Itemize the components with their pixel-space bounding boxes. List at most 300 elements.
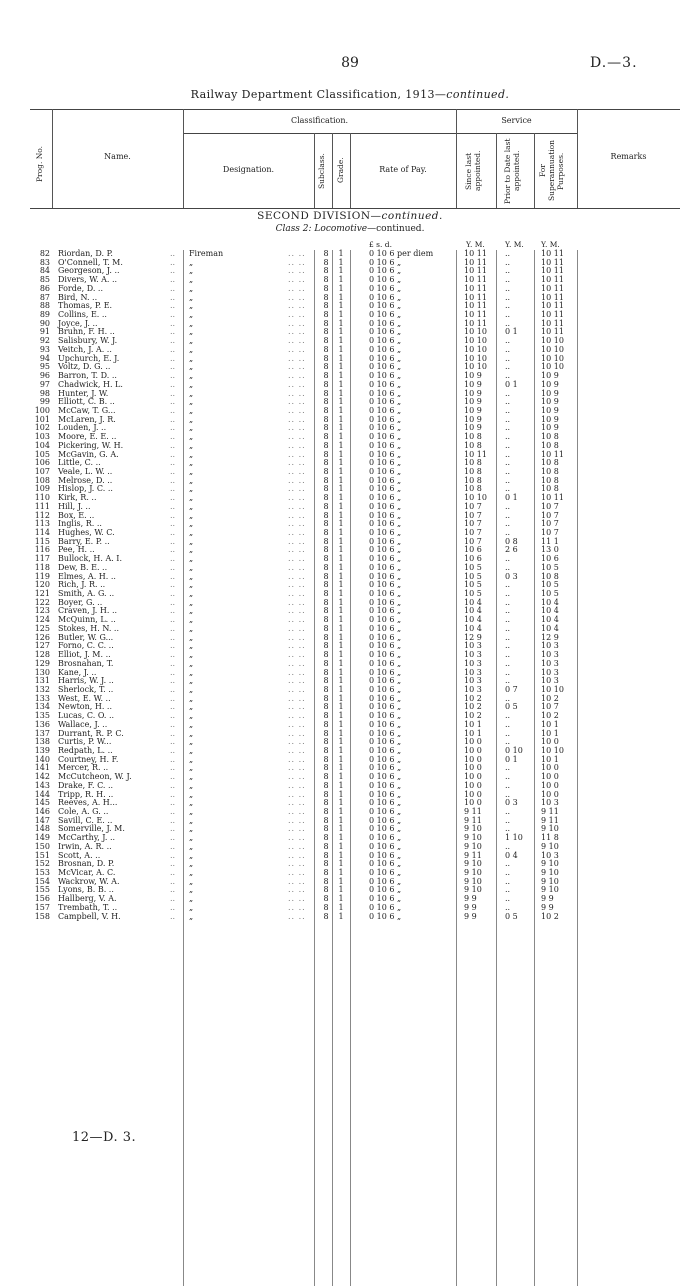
subclass: 8: [323, 824, 329, 834]
leader-dots: .. ..: [288, 772, 306, 782]
superannuation-service: 11 8: [541, 833, 559, 843]
since-last-appointed: 10 9: [464, 371, 482, 381]
employee-name: Wackrow, W. A.: [58, 876, 120, 886]
since-last-appointed: 10 11: [464, 249, 487, 258]
prior-service: ..: [505, 650, 511, 660]
subclass: 8: [323, 693, 329, 703]
designation: „: [189, 466, 194, 476]
since-last-appointed: 10 9: [464, 379, 482, 389]
superannuation-service: 10 3: [541, 798, 559, 808]
subclass: 8: [323, 266, 329, 276]
leader-dots: .. ..: [288, 693, 306, 703]
subclass: 8: [323, 615, 329, 625]
since-last-appointed: 10 1: [464, 719, 482, 729]
designation: „: [189, 501, 194, 511]
since-last-appointed: 10 7: [464, 536, 482, 546]
rate-of-pay: 0 10 6 „: [369, 894, 402, 904]
prog-no: 105: [34, 449, 50, 459]
designation: „: [189, 728, 194, 738]
prior-service: ..: [505, 249, 511, 258]
designation: „: [189, 623, 194, 633]
since-last-appointed: 10 5: [464, 589, 482, 599]
leader-dots: ..: [170, 484, 176, 494]
leader-dots: ..: [170, 336, 176, 346]
designation: „: [189, 336, 194, 346]
since-last-appointed: 10 8: [464, 432, 482, 442]
superannuation-service: 10 11: [541, 449, 564, 459]
designation: „: [189, 868, 194, 878]
rate-of-pay: 0 10 6 „: [369, 850, 402, 860]
designation: „: [189, 589, 194, 599]
leader-dots: .. ..: [288, 571, 306, 581]
since-last-appointed: 10 0: [464, 780, 482, 790]
since-last-appointed: 10 3: [464, 650, 482, 660]
superannuation-service: 10 11: [541, 327, 564, 337]
subclass: 8: [323, 484, 329, 494]
employee-name: Hunter, J. W.: [58, 388, 109, 398]
leader-dots: .. ..: [288, 606, 306, 616]
rate-of-pay: 0 10 6 „: [369, 397, 402, 407]
designation: „: [189, 902, 194, 912]
leader-dots: .. ..: [288, 405, 306, 415]
leader-dots: .. ..: [288, 292, 306, 302]
rate-of-pay: 0 10 6 „: [369, 475, 402, 485]
page-footer: 12—D. 3.: [72, 1130, 137, 1145]
since-last-appointed: 9 10: [464, 868, 482, 878]
page-title: [0, 88, 700, 101]
table-row: [0, 538, 700, 547]
rate-of-pay: 0 10 6 „: [369, 510, 402, 520]
prog-no: 132: [34, 684, 50, 694]
since-last-appointed: 10 0: [464, 737, 482, 747]
prior-service: ..: [505, 902, 511, 912]
designation: „: [189, 702, 194, 712]
leader-dots: .. ..: [288, 344, 306, 354]
prog-no: 103: [34, 432, 50, 442]
leader-dots: ..: [170, 449, 176, 459]
subclass: 8: [323, 466, 329, 476]
superannuation-service: 9 10: [541, 859, 559, 869]
leader-dots: ..: [170, 432, 176, 442]
grade: 1: [338, 772, 344, 782]
subclass: 8: [323, 545, 329, 555]
rate-of-pay: 0 10 6 „: [369, 353, 402, 363]
superannuation-service: 10 9: [541, 405, 559, 415]
employee-name: O'Connell, T. M.: [58, 257, 123, 267]
subclass: 8: [323, 807, 329, 816]
leader-dots: .. ..: [288, 371, 306, 381]
grade: 1: [338, 275, 344, 285]
grade: 1: [338, 615, 344, 625]
superannuation-service: 10 9: [541, 388, 559, 398]
superannuation-service: 10 7: [541, 510, 559, 520]
employee-name: McQuinn, L. ..: [58, 615, 116, 625]
subclass: 8: [323, 249, 329, 258]
rate-of-pay: 0 10 6 „: [369, 301, 402, 311]
since-last-appointed: 9 11: [464, 807, 482, 816]
leader-dots: ..: [170, 615, 176, 625]
subclass: 8: [323, 868, 329, 878]
since-last-appointed: 10 0: [464, 789, 482, 799]
since-last-appointed: 10 0: [464, 745, 482, 755]
employee-name: Bruhn, F. H. ..: [58, 327, 115, 337]
since-last-appointed: 10 11: [464, 283, 487, 293]
since-last-appointed: 10 8: [464, 466, 482, 476]
employee-name: Little, C. ..: [58, 458, 101, 468]
rate-of-pay: 0 10 6 „: [369, 519, 402, 529]
prior-service: ..: [505, 344, 511, 354]
designation: Fireman: [189, 249, 224, 258]
rate-of-pay: 0 10 6 „: [369, 388, 402, 398]
superannuation-header: For Superannuation Purposes.: [538, 140, 565, 202]
prog-no: 158: [34, 911, 50, 921]
since-last-appointed: 10 5: [464, 571, 482, 581]
grade: 1: [338, 371, 344, 381]
subclass: 8: [323, 397, 329, 407]
grade: 1: [338, 737, 344, 747]
leader-dots: ..: [170, 405, 176, 415]
subclass: 8: [323, 623, 329, 633]
leader-dots: ..: [170, 571, 176, 581]
leader-dots: ..: [170, 789, 176, 799]
employee-name: Moore, E. E. ..: [58, 432, 117, 442]
superannuation-service: 10 3: [541, 667, 559, 677]
leader-dots: .. ..: [288, 815, 306, 825]
grade: 1: [338, 719, 344, 729]
prior-service: ..: [505, 275, 511, 285]
table-row: [0, 573, 700, 582]
employee-name: Butler, W. G...: [58, 632, 114, 642]
prior-service: ..: [505, 597, 511, 607]
subclass: 8: [323, 275, 329, 285]
table-row: [0, 494, 700, 503]
rate-of-pay: 0 10 6 „: [369, 597, 402, 607]
prior-service: ..: [505, 641, 511, 651]
subclass: 8: [323, 798, 329, 808]
since-last-appointed: 10 3: [464, 641, 482, 651]
prior-service: ..: [505, 440, 511, 450]
leader-dots: .. ..: [288, 353, 306, 363]
superannuation-service: 10 10: [541, 353, 564, 363]
since-last-appointed: 10 8: [464, 475, 482, 485]
leader-dots: ..: [170, 868, 176, 878]
prior-service: 0 1: [505, 327, 518, 337]
employee-name: Forno, C. C. ..: [58, 641, 114, 651]
since-last-appointed: 9 11: [464, 815, 482, 825]
superannuation-service: 10 3: [541, 650, 559, 660]
superannuation-service: 10 8: [541, 440, 559, 450]
since-last-appointed: 10 10: [464, 344, 487, 354]
rate-of-pay: 0 10 6 „: [369, 745, 402, 755]
since-last-appointed: 10 10: [464, 493, 487, 503]
leader-dots: ..: [170, 362, 176, 372]
rate-of-pay: 0 10 6 „: [369, 684, 402, 694]
employee-name: Irwin, A. R. ..: [58, 841, 112, 851]
superannuation-service: 10 7: [541, 528, 559, 537]
prior-service: 0 1: [505, 754, 518, 764]
prior-service: ..: [505, 772, 511, 782]
rate-of-pay: 0 10 6 „: [369, 833, 402, 843]
leader-dots: .. ..: [288, 754, 306, 764]
designation: „: [189, 458, 194, 468]
prior-service: ..: [505, 841, 511, 851]
prog-no: 143: [34, 780, 50, 790]
leader-dots: .. ..: [288, 597, 306, 607]
leader-dots: .. ..: [288, 440, 306, 450]
rate-of-pay: 0 10 6 „: [369, 667, 402, 677]
employee-name: Divers, W. A. ..: [58, 275, 118, 285]
prog-no: 149: [34, 833, 50, 843]
leader-dots: .. ..: [288, 589, 306, 599]
prior-service: ..: [505, 353, 511, 363]
rate-of-pay: 0 10 6 „: [369, 815, 402, 825]
leader-dots: .. ..: [288, 554, 306, 564]
subclass: 8: [323, 841, 329, 851]
since-last-appointed: 10 7: [464, 510, 482, 520]
since-last-appointed: 10 0: [464, 754, 482, 764]
prior-service: ..: [505, 606, 511, 616]
designation: „: [189, 772, 194, 782]
leader-dots: .. ..: [288, 894, 306, 904]
prior-service: ..: [505, 589, 511, 599]
leader-dots: ..: [170, 606, 176, 616]
leader-dots: .. ..: [288, 850, 306, 860]
superannuation-service: 10 9: [541, 371, 559, 381]
designation: „: [189, 292, 194, 302]
employee-name: Campbell, V. H.: [58, 911, 121, 921]
grade: 1: [338, 449, 344, 459]
rate-of-pay: 0 10 6 „: [369, 344, 402, 354]
leader-dots: ..: [170, 440, 176, 450]
subclass: 8: [323, 728, 329, 738]
prior-service: ..: [505, 711, 511, 721]
grade: 1: [338, 850, 344, 860]
rate-of-pay: 0 10 6 „: [369, 615, 402, 625]
grade: 1: [338, 336, 344, 346]
rate-of-pay: 0 10 6 „: [369, 737, 402, 747]
since-last-appointed: 10 6: [464, 545, 482, 555]
leader-dots: ..: [170, 780, 176, 790]
rate-of-pay: 0 10 6 „: [369, 763, 402, 773]
grade: 1: [338, 327, 344, 337]
superannuation-service: 10 11: [541, 275, 564, 285]
employee-name: Pee, H. ..: [58, 545, 95, 555]
leader-dots: ..: [170, 807, 176, 816]
since-last-appointed: 9 10: [464, 833, 482, 843]
employee-name: Box, E. ..: [58, 510, 95, 520]
employee-name: McCaw, T. G...: [58, 405, 116, 415]
prior-service: 0 7: [505, 684, 518, 694]
rate-of-pay: 0 10 6 „: [369, 545, 402, 555]
leader-dots: .. ..: [288, 580, 306, 590]
prior-service: ..: [505, 868, 511, 878]
designation: „: [189, 850, 194, 860]
superannuation-service: 10 10: [541, 336, 564, 346]
subclass: 8: [323, 876, 329, 886]
employee-name: Elliot, J. M. ..: [58, 650, 111, 660]
grade: 1: [338, 815, 344, 825]
employee-name: Chadwick, H. L.: [58, 379, 123, 389]
grade: 1: [338, 501, 344, 511]
leader-dots: ..: [170, 554, 176, 564]
grade: 1: [338, 318, 344, 328]
leader-dots: ..: [170, 641, 176, 651]
prior-service: ..: [505, 859, 511, 869]
since-last-appointed: 9 10: [464, 841, 482, 851]
leader-dots: .. ..: [288, 763, 306, 773]
designation: „: [189, 597, 194, 607]
prog-no: 152: [34, 859, 50, 869]
grade: 1: [338, 658, 344, 668]
superannuation-service: 10 11: [541, 257, 564, 267]
designation: „: [189, 449, 194, 459]
prior-service: ..: [505, 362, 511, 372]
service-header: Service: [501, 116, 532, 125]
leader-dots: .. ..: [288, 466, 306, 476]
since-last-appointed: 10 0: [464, 798, 482, 808]
prog-no: 118: [34, 562, 50, 572]
subclass: 8: [323, 414, 329, 424]
since-last-appointed: 10 4: [464, 615, 482, 625]
class-prefix: Class 2:: [275, 224, 315, 234]
prog-no: 142: [34, 772, 50, 782]
grade: 1: [338, 397, 344, 407]
subclass: 8: [323, 650, 329, 660]
superannuation-service: 10 1: [541, 754, 559, 764]
employee-name: Sherlock, T. ..: [58, 684, 114, 694]
since-last-appointed: 10 7: [464, 501, 482, 511]
grade: 1: [338, 728, 344, 738]
subclass: 8: [323, 519, 329, 529]
prior-service: 2 6: [505, 545, 518, 555]
rate-of-pay: 0 10 6 „: [369, 528, 402, 537]
subclass: 8: [323, 641, 329, 651]
designation: „: [189, 911, 194, 921]
table-header: [30, 109, 680, 208]
leader-dots: ..: [170, 798, 176, 808]
designation: „: [189, 798, 194, 808]
subclass: 8: [323, 763, 329, 773]
designation: „: [189, 754, 194, 764]
superannuation-service: 10 8: [541, 571, 559, 581]
leader-dots: .. ..: [288, 336, 306, 346]
since-last-appointed: 9 10: [464, 824, 482, 834]
rate-of-pay: 0 10 6 „: [369, 868, 402, 878]
table-row: [0, 503, 700, 512]
money-units: £ s. d.: [369, 240, 392, 249]
prior-service: ..: [505, 719, 511, 729]
rate-of-pay: 0 10 6 „: [369, 711, 402, 721]
prior-service: 0 4: [505, 850, 518, 860]
subclass: 8: [323, 405, 329, 415]
superannuation-service: 9 10: [541, 868, 559, 878]
grade: 1: [338, 885, 344, 895]
designation: „: [189, 841, 194, 851]
rate-of-pay: 0 10 6 „: [369, 728, 402, 738]
superannuation-service: 10 9: [541, 397, 559, 407]
subclass: 8: [323, 667, 329, 677]
prog-no: 145: [34, 798, 50, 808]
since-last-appointed: 10 5: [464, 580, 482, 590]
employee-name: Harris, W. J. ..: [58, 676, 114, 686]
since-last-appointed: 10 2: [464, 702, 482, 712]
prog-no: 97: [39, 379, 50, 389]
prog-no: 117: [34, 554, 50, 564]
rate-of-pay: 0 10 6 „: [369, 676, 402, 686]
since-last-appointed: 10 8: [464, 458, 482, 468]
prior-service: ..: [505, 693, 511, 703]
subclass: 8: [323, 423, 329, 433]
leader-dots: ..: [170, 745, 176, 755]
superannuation-service: 10 9: [541, 423, 559, 433]
prog-no: 127: [34, 641, 50, 651]
prior-service: 1 10: [505, 833, 523, 843]
grade: 1: [338, 780, 344, 790]
designation: „: [189, 580, 194, 590]
designation: „: [189, 362, 194, 372]
subclass: 8: [323, 606, 329, 616]
designation: „: [189, 379, 194, 389]
employee-name: Kirk, R. ..: [58, 493, 97, 503]
superannuation-service: 10 8: [541, 484, 559, 494]
prior-service: 0 5: [505, 702, 518, 712]
leader-dots: .. ..: [288, 275, 306, 285]
subclass: 8: [323, 458, 329, 468]
leader-dots: ..: [170, 702, 176, 712]
leader-dots: .. ..: [288, 641, 306, 651]
since-last-appointed: 10 11: [464, 310, 487, 320]
prog-no: 148: [34, 824, 50, 834]
grade: 1: [338, 292, 344, 302]
prior-service: ..: [505, 632, 511, 642]
since-last-appointed: 10 3: [464, 684, 482, 694]
prior-service: ..: [505, 310, 511, 320]
class-name: Locomotive: [314, 224, 368, 234]
subclass: 8: [323, 658, 329, 668]
superannuation-service: 10 7: [541, 519, 559, 529]
employee-name: Hallberg, V. A.: [58, 894, 117, 904]
employee-name: West, E. W. ..: [58, 693, 111, 703]
grade: 1: [338, 301, 344, 311]
superannuation-service: 11 1: [541, 536, 559, 546]
leader-dots: .. ..: [288, 388, 306, 398]
leader-dots: ..: [170, 772, 176, 782]
grade: 1: [338, 432, 344, 442]
grade: 1: [338, 405, 344, 415]
prior-service: ..: [505, 780, 511, 790]
leader-dots: ..: [170, 824, 176, 834]
designation: „: [189, 301, 194, 311]
since-last-appointed: 10 2: [464, 693, 482, 703]
superannuation-service: 10 0: [541, 763, 559, 773]
designation: „: [189, 327, 194, 337]
table-row: [0, 843, 700, 852]
prior-service: ..: [505, 266, 511, 276]
employee-name: Savill, C. E. ..: [58, 815, 113, 825]
leader-dots: .. ..: [288, 824, 306, 834]
since-last-appointed: 10 5: [464, 562, 482, 572]
employee-name: Hughes, W. C.: [58, 528, 115, 537]
leader-dots: .. ..: [288, 885, 306, 895]
prog-no: 144: [34, 789, 50, 799]
prior-units: Y. M.: [505, 240, 524, 249]
prog-no: 153: [34, 868, 50, 878]
designation: „: [189, 606, 194, 616]
employee-name: Redpath, L. ..: [58, 745, 113, 755]
superannuation-service: 10 11: [541, 301, 564, 311]
subclass: 8: [323, 283, 329, 293]
rate-of-pay: 0 10 6 „: [369, 257, 402, 267]
